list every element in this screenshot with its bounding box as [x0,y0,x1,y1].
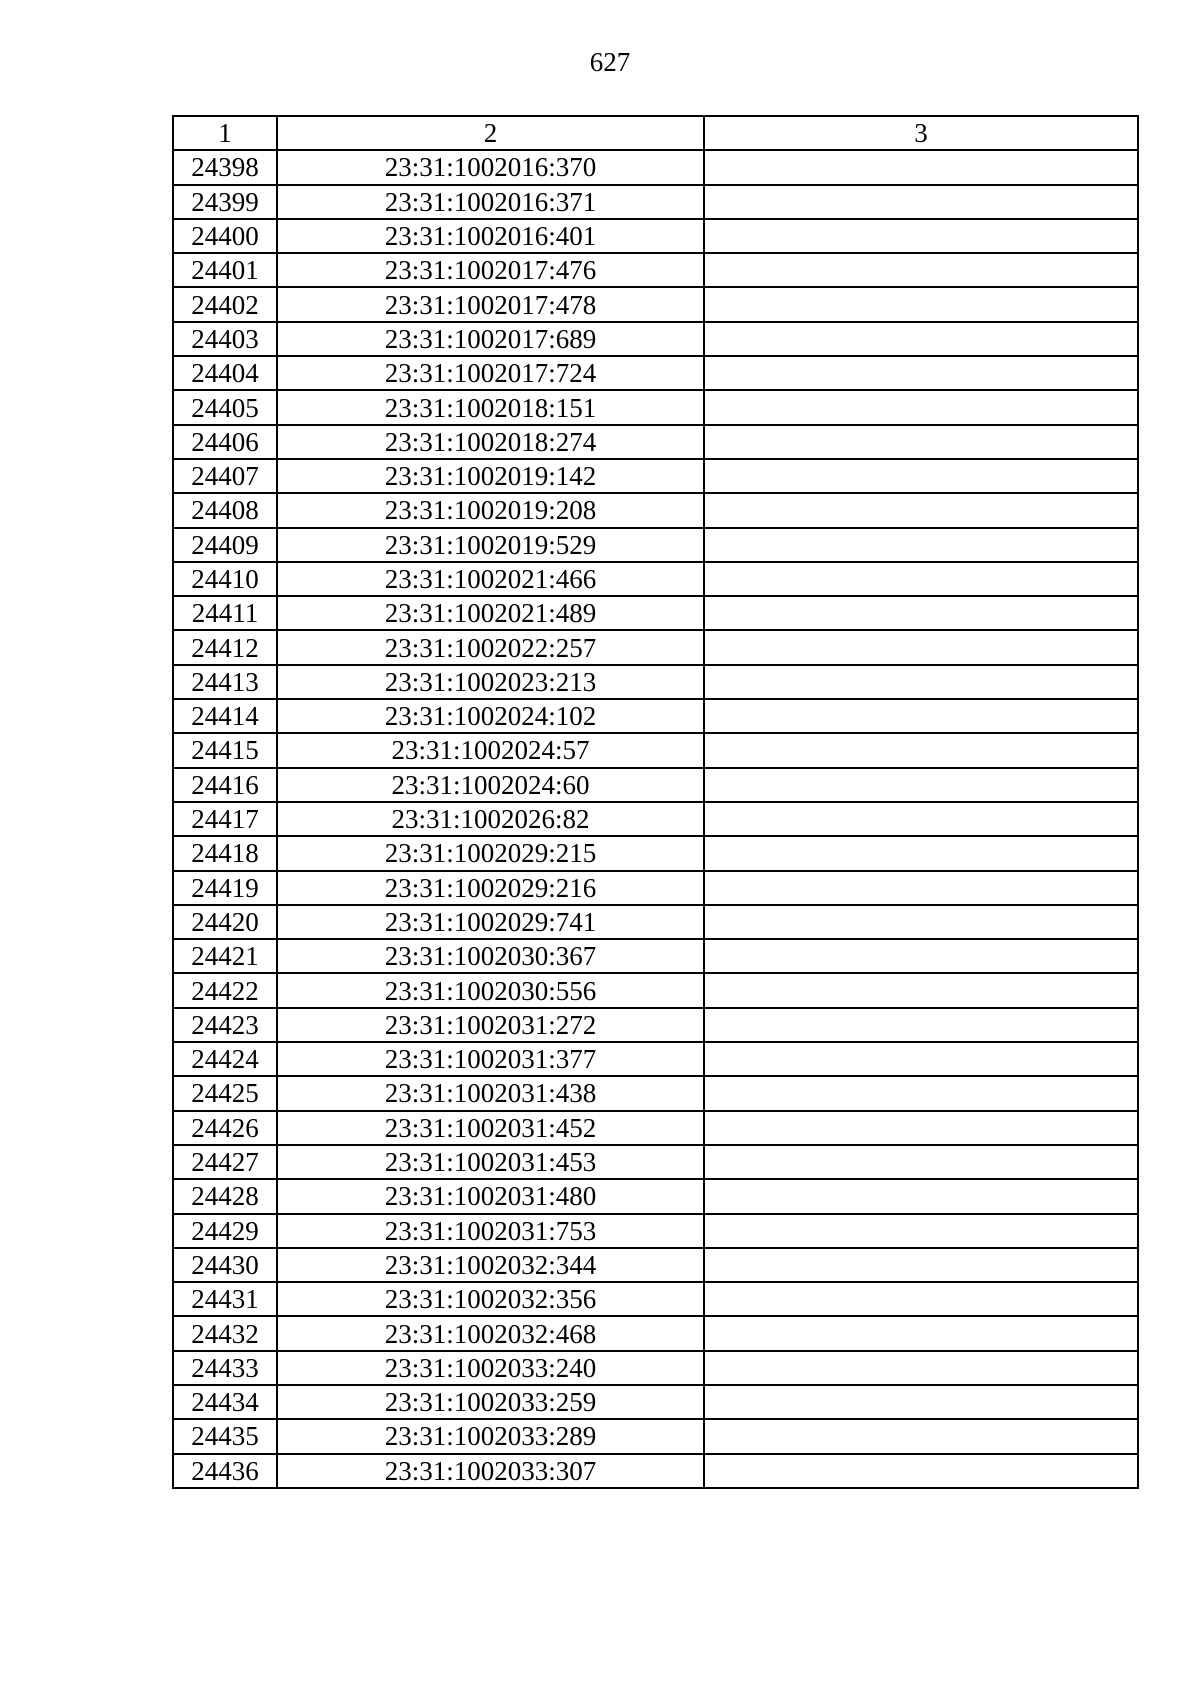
notes-cell [704,1419,1138,1453]
row-number-cell: 24425 [173,1076,277,1110]
table-row [173,939,1138,973]
table-row [173,905,1138,939]
table-row [173,802,1138,836]
table-row [173,665,1138,699]
cadastral-number-cell: 23:31:1002016:370 [277,150,704,184]
cadastral-number-cell: 23:31:1002021:489 [277,596,704,630]
notes-cell [704,768,1138,802]
table-row [173,1351,1138,1385]
table-row [173,836,1138,870]
cadastral-number-cell: 23:31:1002031:453 [277,1145,704,1179]
table-row [173,1145,1138,1179]
table-row [173,493,1138,527]
notes-cell [704,390,1138,424]
notes-cell [704,562,1138,596]
row-number-cell: 24434 [173,1385,277,1419]
row-number-cell: 24432 [173,1316,277,1350]
notes-cell [704,1385,1138,1419]
row-number-cell: 24406 [173,425,277,459]
cadastral-number-cell: 23:31:1002022:257 [277,630,704,664]
notes-cell [704,425,1138,459]
cadastral-number-cell: 23:31:1002029:216 [277,871,704,905]
table-row [173,1316,1138,1350]
cadastral-number-cell: 23:31:1002032:468 [277,1316,704,1350]
notes-cell [704,1179,1138,1213]
table-row [173,356,1138,390]
table-row [173,1214,1138,1248]
cadastral-number-cell: 23:31:1002016:401 [277,219,704,253]
column-header-1: 1 [173,116,277,150]
table-row [173,973,1138,1007]
notes-cell [704,1111,1138,1145]
row-number-cell: 24433 [173,1351,277,1385]
notes-cell [704,871,1138,905]
row-number-cell: 24403 [173,322,277,356]
notes-cell [704,733,1138,767]
notes-cell [704,1076,1138,1110]
table-row [173,1454,1138,1488]
table-row [173,1282,1138,1316]
cadastral-number-cell: 23:31:1002018:274 [277,425,704,459]
table-row [173,1008,1138,1042]
page-number: 627 [589,47,631,77]
notes-cell [704,322,1138,356]
cadastral-number-cell: 23:31:1002033:259 [277,1385,704,1419]
row-number-cell: 24405 [173,390,277,424]
notes-cell [704,665,1138,699]
cadastral-number-cell: 23:31:1002032:356 [277,1282,704,1316]
cadastral-number-cell: 23:31:1002023:213 [277,665,704,699]
table-row [173,1419,1138,1453]
row-number-cell: 24417 [173,802,277,836]
table-row [173,871,1138,905]
cadastral-number-cell: 23:31:1002031:452 [277,1111,704,1145]
table-row [173,1076,1138,1110]
cadastral-number-cell: 23:31:1002031:438 [277,1076,704,1110]
row-number-cell: 24436 [173,1454,277,1488]
row-number-cell: 24427 [173,1145,277,1179]
cadastral-number-cell: 23:31:1002019:142 [277,459,704,493]
notes-cell [704,1282,1138,1316]
table-row [173,287,1138,321]
row-number-cell: 24416 [173,768,277,802]
table-row [173,699,1138,733]
row-number-cell: 24423 [173,1008,277,1042]
table-row [173,630,1138,664]
cadastral-number-cell: 23:31:1002029:215 [277,836,704,870]
notes-cell [704,1454,1138,1488]
row-number-cell: 24411 [173,596,277,630]
notes-cell [704,699,1138,733]
cadastral-number-cell: 23:31:1002019:529 [277,528,704,562]
table-row [173,322,1138,356]
row-number-cell: 24428 [173,1179,277,1213]
table-row [173,253,1138,287]
notes-cell [704,1316,1138,1350]
cadastral-number-cell: 23:31:1002033:289 [277,1419,704,1453]
table-row [173,459,1138,493]
row-number-cell: 24409 [173,528,277,562]
cadastral-number-cell: 23:31:1002033:307 [277,1454,704,1488]
table-row [173,1111,1138,1145]
table-row [173,1385,1138,1419]
cadastral-number-cell: 23:31:1002030:367 [277,939,704,973]
row-number-cell: 24398 [173,150,277,184]
cadastral-number-cell: 23:31:1002016:371 [277,185,704,219]
table-row [173,1179,1138,1213]
row-number-cell: 24401 [173,253,277,287]
cadastral-number-cell: 23:31:1002031:480 [277,1179,704,1213]
table-row [173,1042,1138,1076]
row-number-cell: 24424 [173,1042,277,1076]
table-body [173,150,1138,1488]
notes-cell [704,1351,1138,1385]
table-row [173,390,1138,424]
notes-cell [704,1008,1138,1042]
column-header-2: 2 [277,116,704,150]
cadastral-number-cell: 23:31:1002019:208 [277,493,704,527]
row-number-cell: 24426 [173,1111,277,1145]
table-header-row [173,116,1138,150]
table-row [173,596,1138,630]
row-number-cell: 24413 [173,665,277,699]
cadastral-number-cell: 23:31:1002024:57 [277,733,704,767]
table-row [173,219,1138,253]
table-row [173,150,1138,184]
notes-cell [704,1248,1138,1282]
row-number-cell: 24435 [173,1419,277,1453]
notes-cell [704,596,1138,630]
row-number-cell: 24412 [173,630,277,664]
notes-cell [704,973,1138,1007]
row-number-cell: 24421 [173,939,277,973]
row-number-cell: 24418 [173,836,277,870]
table-row [173,528,1138,562]
table-row [173,425,1138,459]
cadastral-number-cell: 23:31:1002030:556 [277,973,704,1007]
notes-cell [704,356,1138,390]
notes-cell [704,1145,1138,1179]
row-number-cell: 24422 [173,973,277,1007]
cadastral-number-cell: 23:31:1002024:60 [277,768,704,802]
row-number-cell: 24404 [173,356,277,390]
notes-cell [704,528,1138,562]
notes-cell [704,836,1138,870]
row-number-cell: 24410 [173,562,277,596]
table-row [173,768,1138,802]
notes-cell [704,287,1138,321]
column-header-3: 3 [704,116,1138,150]
table-row [173,733,1138,767]
cadastral-number-cell: 23:31:1002029:741 [277,905,704,939]
notes-cell [704,219,1138,253]
row-number-cell: 24399 [173,185,277,219]
cadastral-number-cell: 23:31:1002024:102 [277,699,704,733]
row-number-cell: 24414 [173,699,277,733]
cadastral-number-cell: 23:31:1002017:478 [277,287,704,321]
cadastral-number-cell: 23:31:1002033:240 [277,1351,704,1385]
table-row [173,1248,1138,1282]
table-row [173,562,1138,596]
row-number-cell: 24429 [173,1214,277,1248]
notes-cell [704,1214,1138,1248]
row-number-cell: 24419 [173,871,277,905]
row-number-cell: 24400 [173,219,277,253]
row-number-cell: 24408 [173,493,277,527]
row-number-cell: 24430 [173,1248,277,1282]
row-number-cell: 24415 [173,733,277,767]
notes-cell [704,185,1138,219]
cadastral-number-cell: 23:31:1002017:689 [277,322,704,356]
notes-cell [704,802,1138,836]
notes-cell [704,1042,1138,1076]
cadastral-number-cell: 23:31:1002031:272 [277,1008,704,1042]
notes-cell [704,939,1138,973]
notes-cell [704,493,1138,527]
cadastral-number-cell: 23:31:1002017:724 [277,356,704,390]
cadastral-number-cell: 23:31:1002018:151 [277,390,704,424]
notes-cell [704,630,1138,664]
cadastral-number-cell: 23:31:1002026:82 [277,802,704,836]
row-number-cell: 24420 [173,905,277,939]
cadastral-number-cell: 23:31:1002031:753 [277,1214,704,1248]
cadastral-number-cell: 23:31:1002032:344 [277,1248,704,1282]
notes-cell [704,253,1138,287]
table-row [173,185,1138,219]
cadastral-number-cell: 23:31:1002021:466 [277,562,704,596]
row-number-cell: 24407 [173,459,277,493]
notes-cell [704,459,1138,493]
cadastral-number-cell: 23:31:1002031:377 [277,1042,704,1076]
row-number-cell: 24431 [173,1282,277,1316]
row-number-cell: 24402 [173,287,277,321]
notes-cell [704,150,1138,184]
cadastral-table [172,115,1139,1489]
cadastral-number-cell: 23:31:1002017:476 [277,253,704,287]
notes-cell [704,905,1138,939]
